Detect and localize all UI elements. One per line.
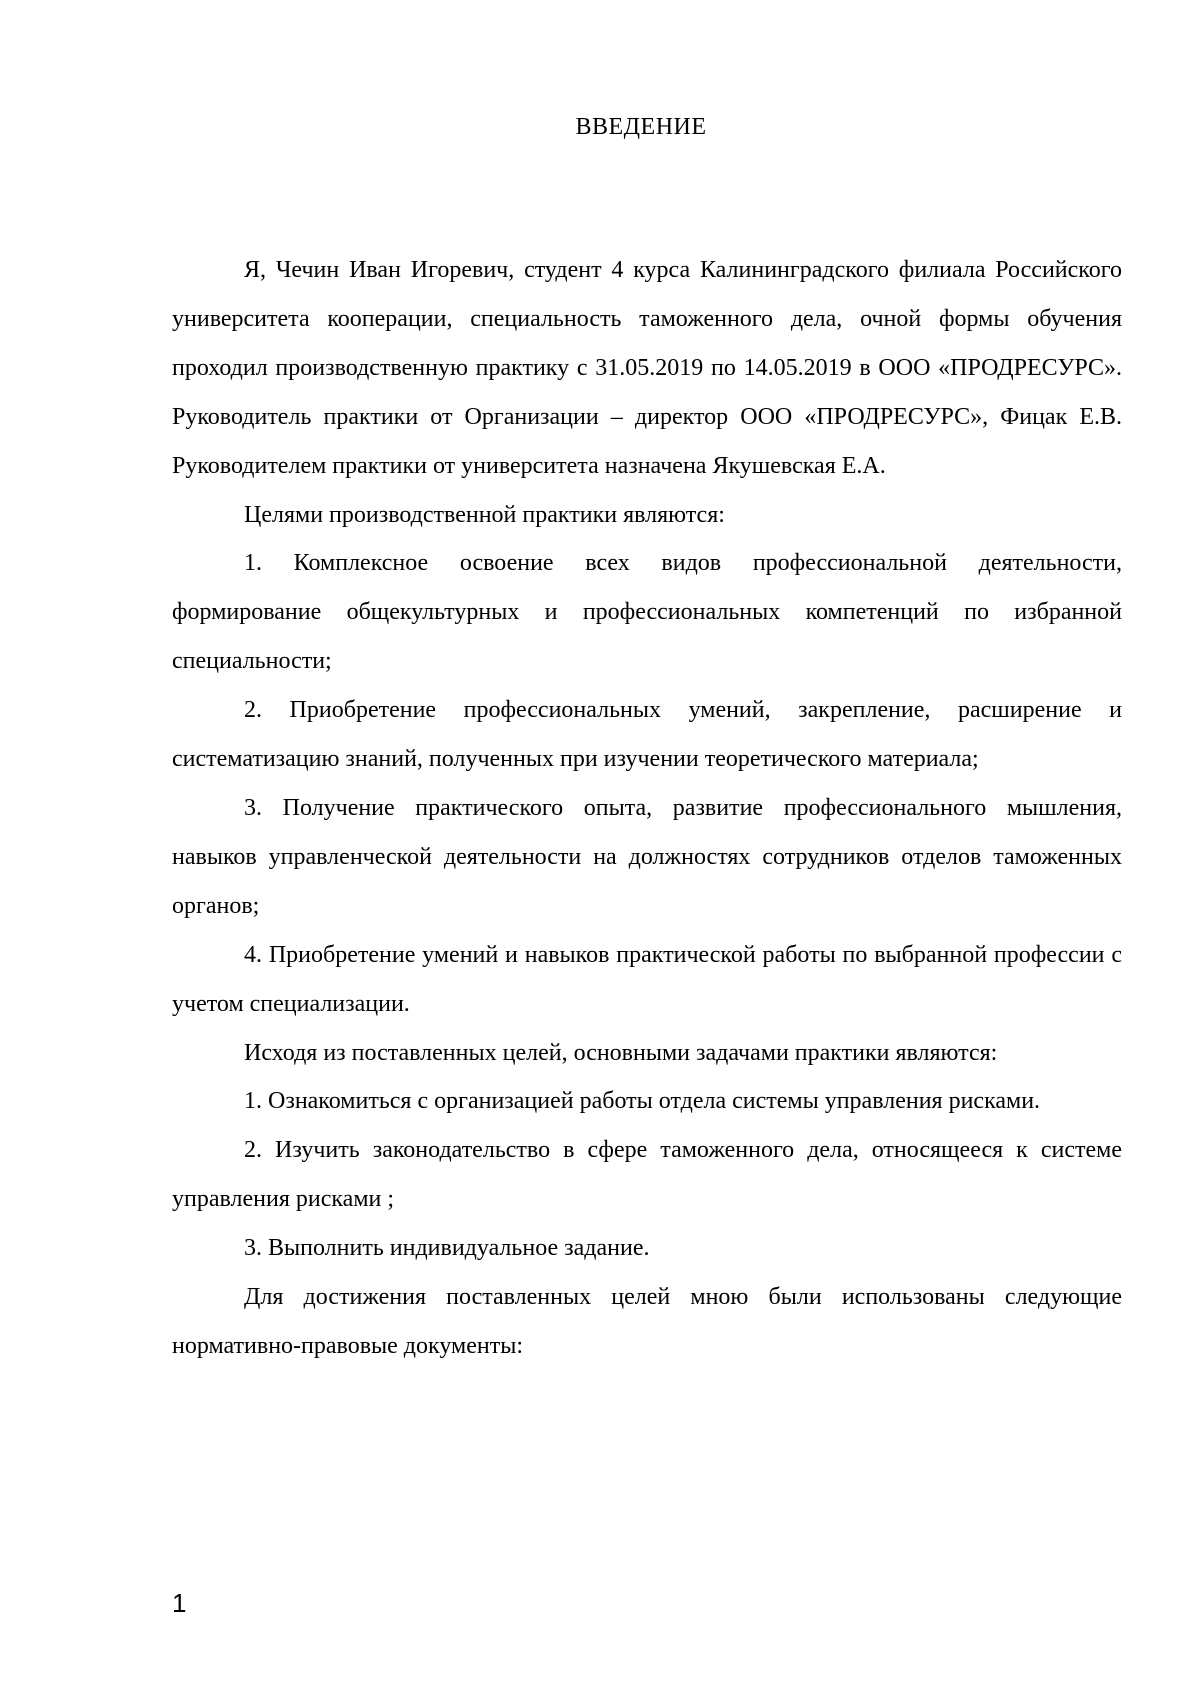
goal-item-3: 3. Получение практического опыта, развитие профессионального мышления, навыков управленческой деятельности на должностях сотрудников отделов таможенных органов; bbox=[172, 794, 1122, 919]
goal-item-1: 1. Комплексное освоение всех видов профессиональной деятельности, формирование общекультурных и профессиональных компетенций по избранной специальности; bbox=[172, 550, 1122, 675]
page-number: 1 bbox=[172, 1588, 187, 1618]
task-item-2: 2. Изучить законодательство в сфере таможенного дела, относящееся к системе управления рисками ; bbox=[172, 1137, 1122, 1213]
paragraph-documents-intro: Для достижения поставленных целей мною были использованы следующие нормативно-правовые документы: bbox=[172, 1284, 1122, 1359]
paragraph-intro: Я, Чечин Иван Игоревич, студент 4 курса Калининградского филиала Российского университета кооперации, специальность таможенного дела, очной формы обучения проходил производственную практику с 31.05.2019 по 14.05.2019 в ООО «ПРОДРЕСУРС». Руководитель практики от Организации – директор ООО «ПРОДРЕСУРС», Фицак Е.В. Руководителем практики от университета назначена Якушевская Е.А. bbox=[172, 257, 1122, 479]
body-text bbox=[172, 246, 1122, 1371]
section-heading: ВВЕДЕНИЕ bbox=[575, 114, 707, 140]
goal-item-2: 2. Приобретение профессиональных умений, закрепление, расширение и систематизацию знаний, полученных при изучении теоретического материала; bbox=[172, 697, 1122, 773]
goal-item-4: 4. Приобретение умений и навыков практической работы по выбранной профессии с учетом специализации. bbox=[172, 941, 1122, 1017]
task-item-1: 1. Ознакомиться с организацией работы отдела системы управления рисками. bbox=[244, 1088, 1041, 1115]
paragraph-goals-intro: Целями производственной практики являются: bbox=[244, 501, 725, 528]
task-item-3: 3. Выполнить индивидуальное задание. bbox=[244, 1235, 650, 1262]
paragraph-tasks-intro: Исходя из поставленных целей, основными задачами практики являются: bbox=[244, 1039, 998, 1066]
